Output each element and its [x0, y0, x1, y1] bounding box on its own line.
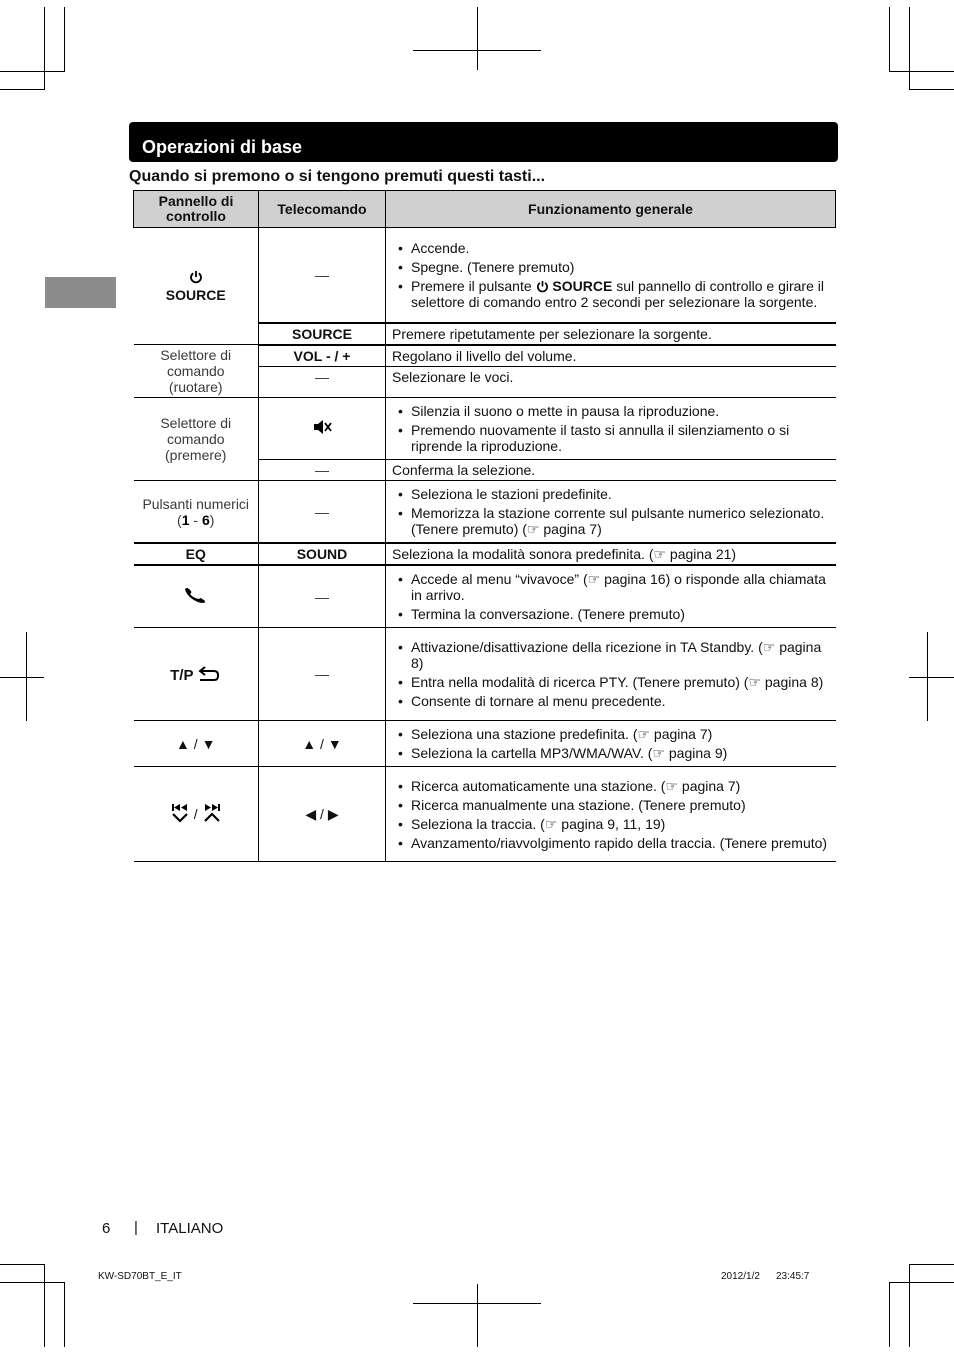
- crop-mark: [0, 71, 64, 72]
- tp-label: T/P: [170, 666, 194, 684]
- header-function: Funzionamento generale: [386, 191, 836, 228]
- function-phone: [386, 565, 836, 628]
- panel-skip: [134, 767, 259, 862]
- list-item: • Silenzia il suono o mette in pausa la riproduzione.: [411, 403, 830, 419]
- table-row: [134, 345, 836, 367]
- table-row: [134, 228, 836, 323]
- crop-mark: [909, 677, 954, 678]
- function-up-down: [386, 721, 836, 767]
- panel-tp-back: [134, 628, 259, 721]
- remote-none: —: [259, 228, 386, 323]
- panel-power-source: [134, 228, 259, 345]
- list-item: • Seleziona una stazione predefinita. (☞ pagina 7): [411, 726, 830, 742]
- remote-none: —: [259, 460, 386, 481]
- side-section-tab: [45, 277, 116, 308]
- crop-mark: [0, 1282, 64, 1283]
- crop-mark: [909, 89, 954, 90]
- remote-none: —: [259, 366, 386, 397]
- list-item: • Accede al menu “vivavoce” (☞ pagina 16) o risponde alla chiamata in arrivo.: [411, 571, 830, 603]
- function-select-items: Selezionare le voci.: [386, 366, 836, 397]
- table-row: [134, 398, 836, 460]
- panel-source-label: SOURCE: [165, 286, 226, 303]
- remote-volume: VOL - / +: [259, 345, 386, 367]
- list-item: • Attivazione/disattivazione della ricezione in TA Standby. (☞ pagina 8): [411, 639, 830, 671]
- crop-mark: [413, 50, 541, 51]
- mute-speaker-icon: [312, 419, 332, 435]
- panel-phone: [134, 565, 259, 628]
- function-source: Premere ripetutamente per selezionare la sorgente.: [386, 323, 836, 345]
- power-icon: [189, 270, 203, 284]
- remote-mute: [259, 398, 386, 460]
- table-row: [134, 721, 836, 767]
- operations-table: [133, 190, 836, 862]
- function-power: [386, 228, 836, 323]
- function-mute: [386, 398, 836, 460]
- section-header-bar: [129, 122, 838, 162]
- print-date: 2012/1/2: [721, 1271, 760, 1282]
- crop-mark: [0, 677, 44, 678]
- list-item: • Entra nella modalità di ricerca PTY. (Tenere premuto) (☞ pagina 8): [411, 674, 830, 690]
- table-row: [134, 628, 836, 721]
- list-item: • Seleziona le stazioni predefinite.: [411, 486, 830, 502]
- function-volume: Regolano il livello del volume.: [386, 345, 836, 367]
- crop-mark: [477, 7, 478, 70]
- table-row: [134, 767, 836, 862]
- back-return-icon: [197, 665, 221, 683]
- skip-separator: /: [193, 805, 198, 822]
- table-subtitle: Quando si premono o si tengono premuti questi tasti...: [129, 168, 546, 185]
- phone-icon: [183, 587, 209, 603]
- crop-mark: [477, 1284, 478, 1347]
- section-title: Operazioni di base: [142, 137, 303, 157]
- footer-separator: |: [134, 1219, 138, 1236]
- crop-mark: [44, 1264, 45, 1347]
- list-item: • Accende.: [411, 240, 830, 256]
- panel-dial-press: Selettore di comando (premere): [134, 398, 259, 481]
- list-item: • Termina la conversazione. (Tenere premuto): [411, 606, 830, 622]
- panel-eq: EQ: [134, 543, 259, 565]
- list-item: • Seleziona la traccia. (☞ pagina 9, 11, 19): [411, 816, 830, 832]
- remote-up-down: ▲ / ▼: [259, 721, 386, 767]
- crop-mark: [0, 89, 45, 90]
- header-remote: Telecomando: [259, 191, 386, 228]
- header-control-panel: Pannello di controllo: [134, 191, 259, 228]
- list-item: • Premere il pulsante SOURCE sul pannello di controllo e girare il selettore di comando entro 2 secondi per selezionare la sorgente.: [411, 278, 830, 310]
- list-item: • Premendo nuovamente il tasto si annulla il silenziamento o si riprende la riproduzione.: [411, 422, 830, 454]
- footer-language: ITALIANO: [156, 1220, 224, 1237]
- crop-mark: [889, 1282, 890, 1347]
- table-row: [134, 481, 836, 544]
- crop-mark: [889, 71, 954, 72]
- table-row: [134, 543, 836, 565]
- print-file-name: KW-SD70BT_E_IT: [98, 1271, 182, 1282]
- print-time: 23:45:7: [776, 1271, 810, 1282]
- crop-mark: [909, 7, 910, 90]
- remote-source: SOURCE: [259, 323, 386, 345]
- list-item: • Consente di tornare al menu precedente.: [411, 693, 830, 709]
- page-number: 6: [102, 1220, 111, 1237]
- list-item: • Memorizza la stazione corrente sul pulsante numerico selezionato. (Tenere premuto) (☞ pagina 7): [411, 505, 830, 537]
- function-skip: [386, 767, 836, 862]
- skip-back-down-icon: [170, 803, 190, 823]
- crop-mark: [413, 1303, 541, 1304]
- crop-mark: [909, 1264, 910, 1347]
- function-presets: [386, 481, 836, 544]
- function-tp: [386, 628, 836, 721]
- crop-mark: [889, 7, 890, 72]
- remote-none: —: [259, 481, 386, 544]
- function-confirm: Conferma la selezione.: [386, 460, 836, 481]
- function-sound-mode: Seleziona la modalità sonora predefinita. (☞ pagina 21): [386, 543, 836, 565]
- list-item: • Spegne. (Tenere premuto): [411, 259, 830, 275]
- remote-none: —: [259, 565, 386, 628]
- list-item: • Avanzamento/riavvolgimento rapido della traccia. (Tenere premuto): [411, 835, 830, 851]
- panel-dial-rotate: Selettore di comando (ruotare): [134, 345, 259, 398]
- list-item: • Ricerca automaticamente una stazione. (☞ pagina 7): [411, 778, 830, 794]
- table-header-row: [134, 191, 836, 228]
- list-item: • Seleziona la cartella MP3/WMA/WAV. (☞ pagina 9): [411, 745, 830, 761]
- power-icon: [536, 280, 549, 293]
- skip-forward-up-icon: [202, 803, 222, 823]
- remote-sound: SOUND: [259, 543, 386, 565]
- panel-number-buttons: Pulsanti numerici (1 - 6): [134, 481, 259, 544]
- crop-mark: [64, 1282, 65, 1347]
- table-row: [134, 565, 836, 628]
- remote-none: —: [259, 628, 386, 721]
- crop-mark: [0, 1264, 45, 1265]
- list-item: • Ricerca manualmente una stazione. (Tenere premuto): [411, 797, 830, 813]
- remote-left-right: ◀ / ▶: [259, 767, 386, 862]
- crop-mark: [44, 7, 45, 90]
- crop-mark: [909, 1264, 954, 1265]
- crop-mark: [64, 7, 65, 72]
- panel-up-down: ▲ / ▼: [134, 721, 259, 767]
- crop-mark: [889, 1282, 954, 1283]
